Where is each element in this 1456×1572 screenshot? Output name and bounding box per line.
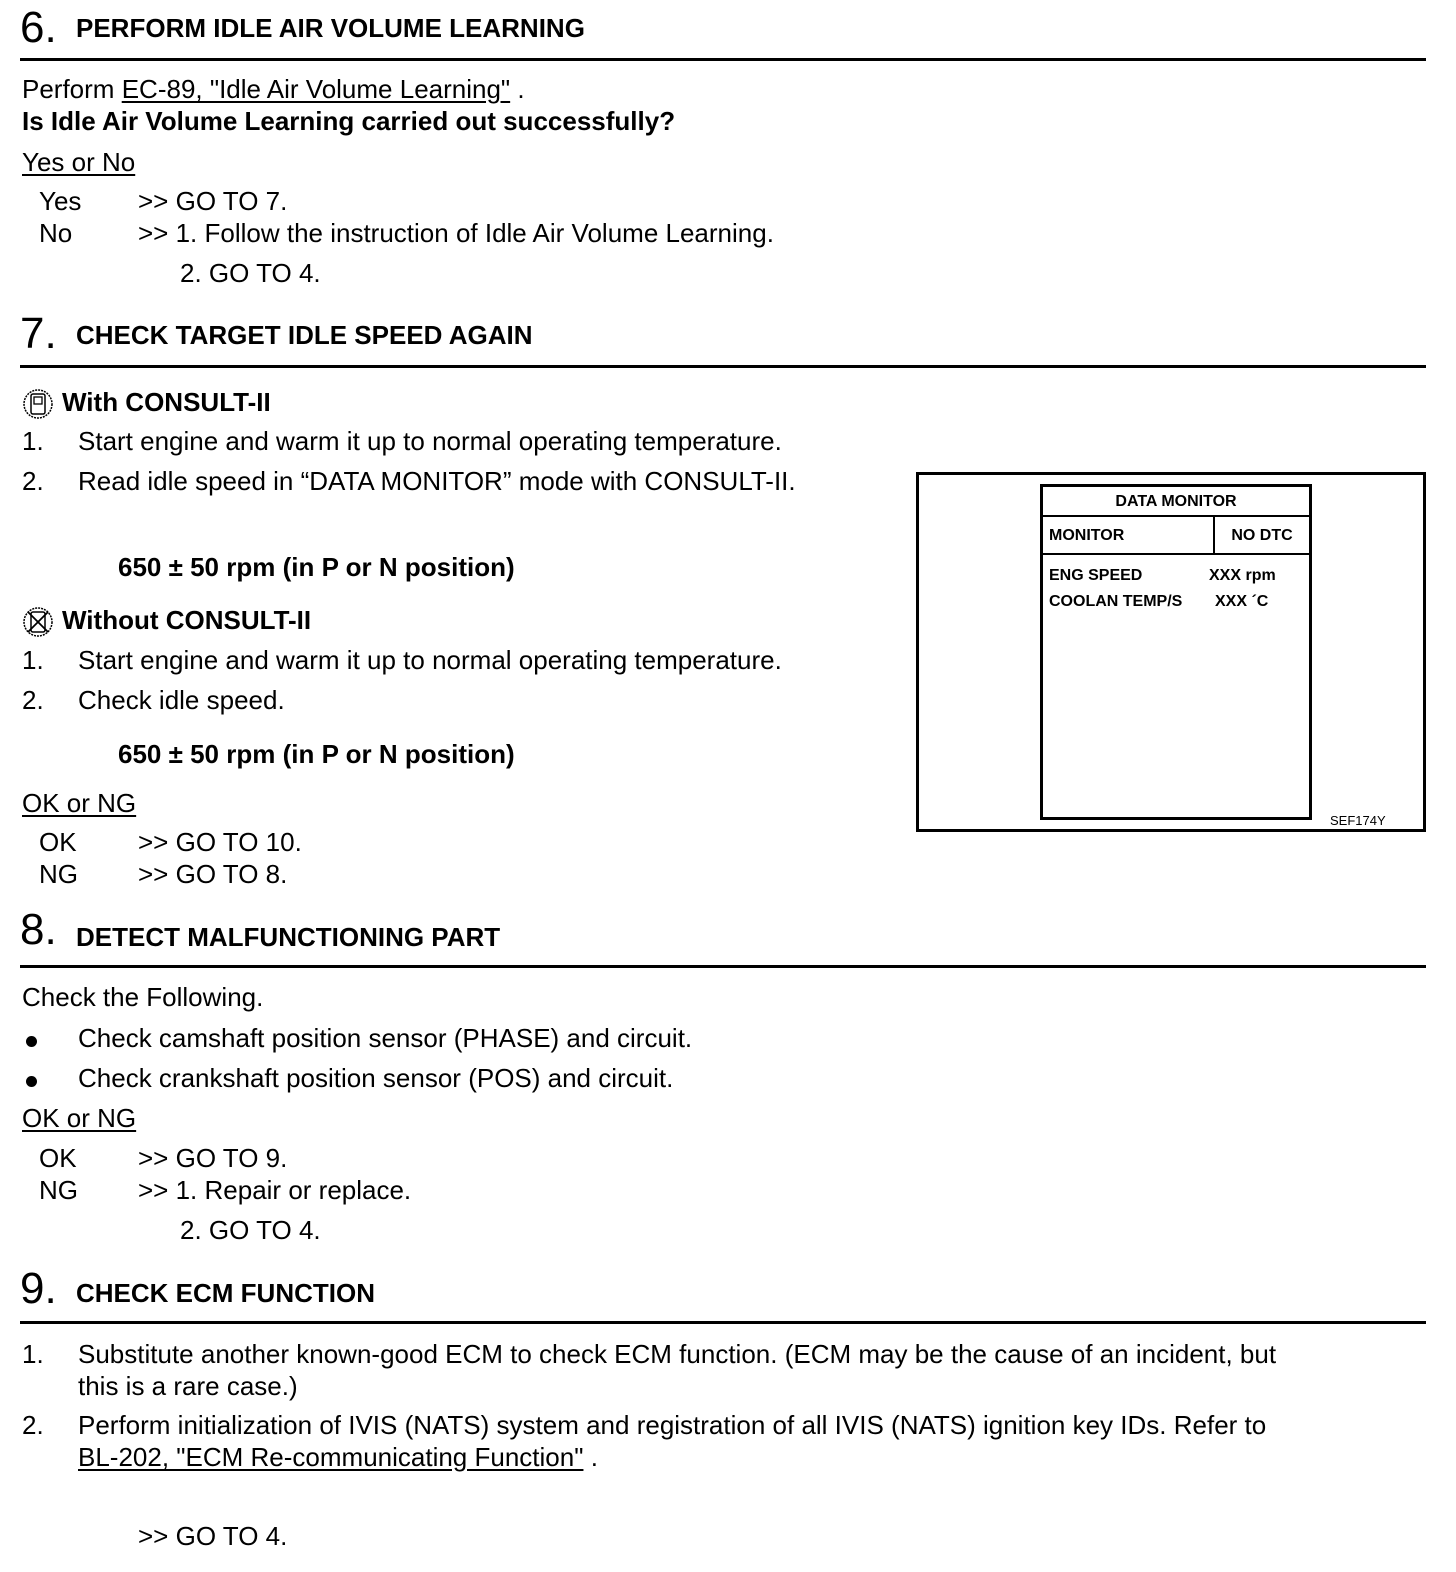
result-action-ng-2: 2. GO TO 4.	[180, 1215, 321, 1245]
step-8-intro: Check the Following.	[22, 982, 264, 1012]
result-action-no: >> 1. Follow the instruction of Idle Air Volume Learning.	[138, 218, 774, 248]
without-consult-item-1-num: 1.	[22, 645, 44, 675]
without-consult-spec: 650 ± 50 rpm (in P or N position)	[118, 739, 515, 769]
step-8-title: DETECT MALFUNCTIONING PART	[76, 922, 501, 952]
result-action-ok: >> GO TO 10.	[138, 827, 302, 857]
step-7-number: 7.	[20, 309, 57, 358]
result-action-no-2: 2. GO TO 4.	[180, 258, 321, 288]
step-9-divider	[20, 1321, 1426, 1324]
bullet-icon	[26, 1076, 37, 1087]
without-consult-item-2-num: 2.	[22, 685, 44, 715]
result-key-ok: OK	[39, 1143, 77, 1173]
step-9-number: 9.	[20, 1264, 57, 1313]
result-key-ng: NG	[39, 859, 78, 889]
data-monitor-header	[1043, 517, 1309, 555]
with-consult-item-1-num: 1.	[22, 426, 44, 456]
monitor-row-coolant-label: COOLAN TEMP/S	[1049, 593, 1183, 610]
bullet-icon	[26, 1036, 37, 1047]
ec-89-link[interactable]: EC-89, "Idle Air Volume Learning"	[121, 74, 511, 104]
consult-tool-icon	[22, 388, 54, 420]
bl-202-suffix: .	[590, 1442, 598, 1472]
perform-suffix: .	[517, 74, 525, 104]
step-7-title: CHECK TARGET IDLE SPEED AGAIN	[76, 320, 533, 350]
result-action-ng: >> 1. Repair or replace.	[138, 1175, 412, 1205]
monitor-header-left: MONITOR	[1043, 517, 1215, 553]
with-consult-item-2: Read idle speed in “DATA MONITOR” mode with CONSULT-II.	[78, 466, 796, 496]
without-consult-item-1: Start engine and warm it up to normal operating temperature.	[78, 645, 782, 675]
step-7-divider	[20, 365, 1426, 368]
step-8-divider	[20, 965, 1426, 968]
without-consult-label: Without CONSULT-II	[62, 605, 312, 635]
monitor-row-coolant-value: XXX ´C	[1215, 593, 1269, 610]
step-9-item-2-num: 2.	[22, 1410, 44, 1440]
step-8-result-header: OK or NG	[22, 1103, 137, 1133]
with-consult-label: With CONSULT-II	[62, 387, 271, 417]
no-consult-tool-icon	[22, 606, 54, 638]
step-6-result-header: Yes or No	[22, 147, 136, 177]
step-8-number: 8.	[20, 905, 57, 954]
step-9-item-1-line-2: this is a rare case.)	[78, 1371, 298, 1401]
monitor-header-right: NO DTC	[1231, 527, 1293, 544]
result-key-yes: Yes	[39, 186, 82, 216]
step-9-item-2-line-1: Perform initialization of IVIS (NATS) system and registration of all IVIS (NATS) ignition key IDs. Refer to	[78, 1410, 1267, 1440]
step-9-final-action: >> GO TO 4.	[138, 1521, 288, 1551]
step-9-item-1-line-1: Substitute another known-good ECM to check ECM function. (ECM may be the cause of an incident, but	[78, 1339, 1277, 1369]
figure-id: SEF174Y	[1330, 813, 1386, 828]
step-6-perform-line	[22, 76, 525, 102]
result-action-ng: >> GO TO 8.	[138, 859, 288, 889]
data-monitor-title: DATA MONITOR	[1043, 487, 1309, 517]
step-6-divider	[20, 58, 1426, 61]
step-8-bullet-1: Check camshaft position sensor (PHASE) and circuit.	[78, 1023, 693, 1053]
step-6-number: 6.	[20, 3, 57, 52]
result-key-ng: NG	[39, 1175, 78, 1205]
result-key-ok: OK	[39, 827, 77, 857]
with-consult-item-1: Start engine and warm it up to normal operating temperature.	[78, 426, 782, 456]
without-consult-item-2: Check idle speed.	[78, 685, 285, 715]
step-9-title: CHECK ECM FUNCTION	[76, 1278, 375, 1308]
step-6-question: Is Idle Air Volume Learning carried out successfully?	[22, 106, 676, 136]
perform-prefix: Perform	[22, 74, 115, 104]
step-9-item-2-line-2	[78, 1444, 598, 1470]
with-consult-item-2-num: 2.	[22, 466, 44, 496]
monitor-row-eng-speed-value: XXX rpm	[1209, 567, 1276, 584]
bl-202-link[interactable]: BL-202, "ECM Re-communicating Function"	[78, 1442, 584, 1472]
result-action-ok: >> GO TO 9.	[138, 1143, 288, 1173]
result-action-yes: >> GO TO 7.	[138, 186, 288, 216]
result-key-no: No	[39, 218, 73, 248]
data-monitor-screen	[1040, 484, 1312, 820]
monitor-row-eng-speed-label: ENG SPEED	[1049, 567, 1143, 584]
step-8-bullet-2: Check crankshaft position sensor (POS) and circuit.	[78, 1063, 674, 1093]
with-consult-spec: 650 ± 50 rpm (in P or N position)	[118, 552, 515, 582]
step-7-result-header: OK or NG	[22, 788, 137, 818]
step-9-item-1-num: 1.	[22, 1339, 44, 1369]
step-6-title: PERFORM IDLE AIR VOLUME LEARNING	[76, 13, 585, 43]
